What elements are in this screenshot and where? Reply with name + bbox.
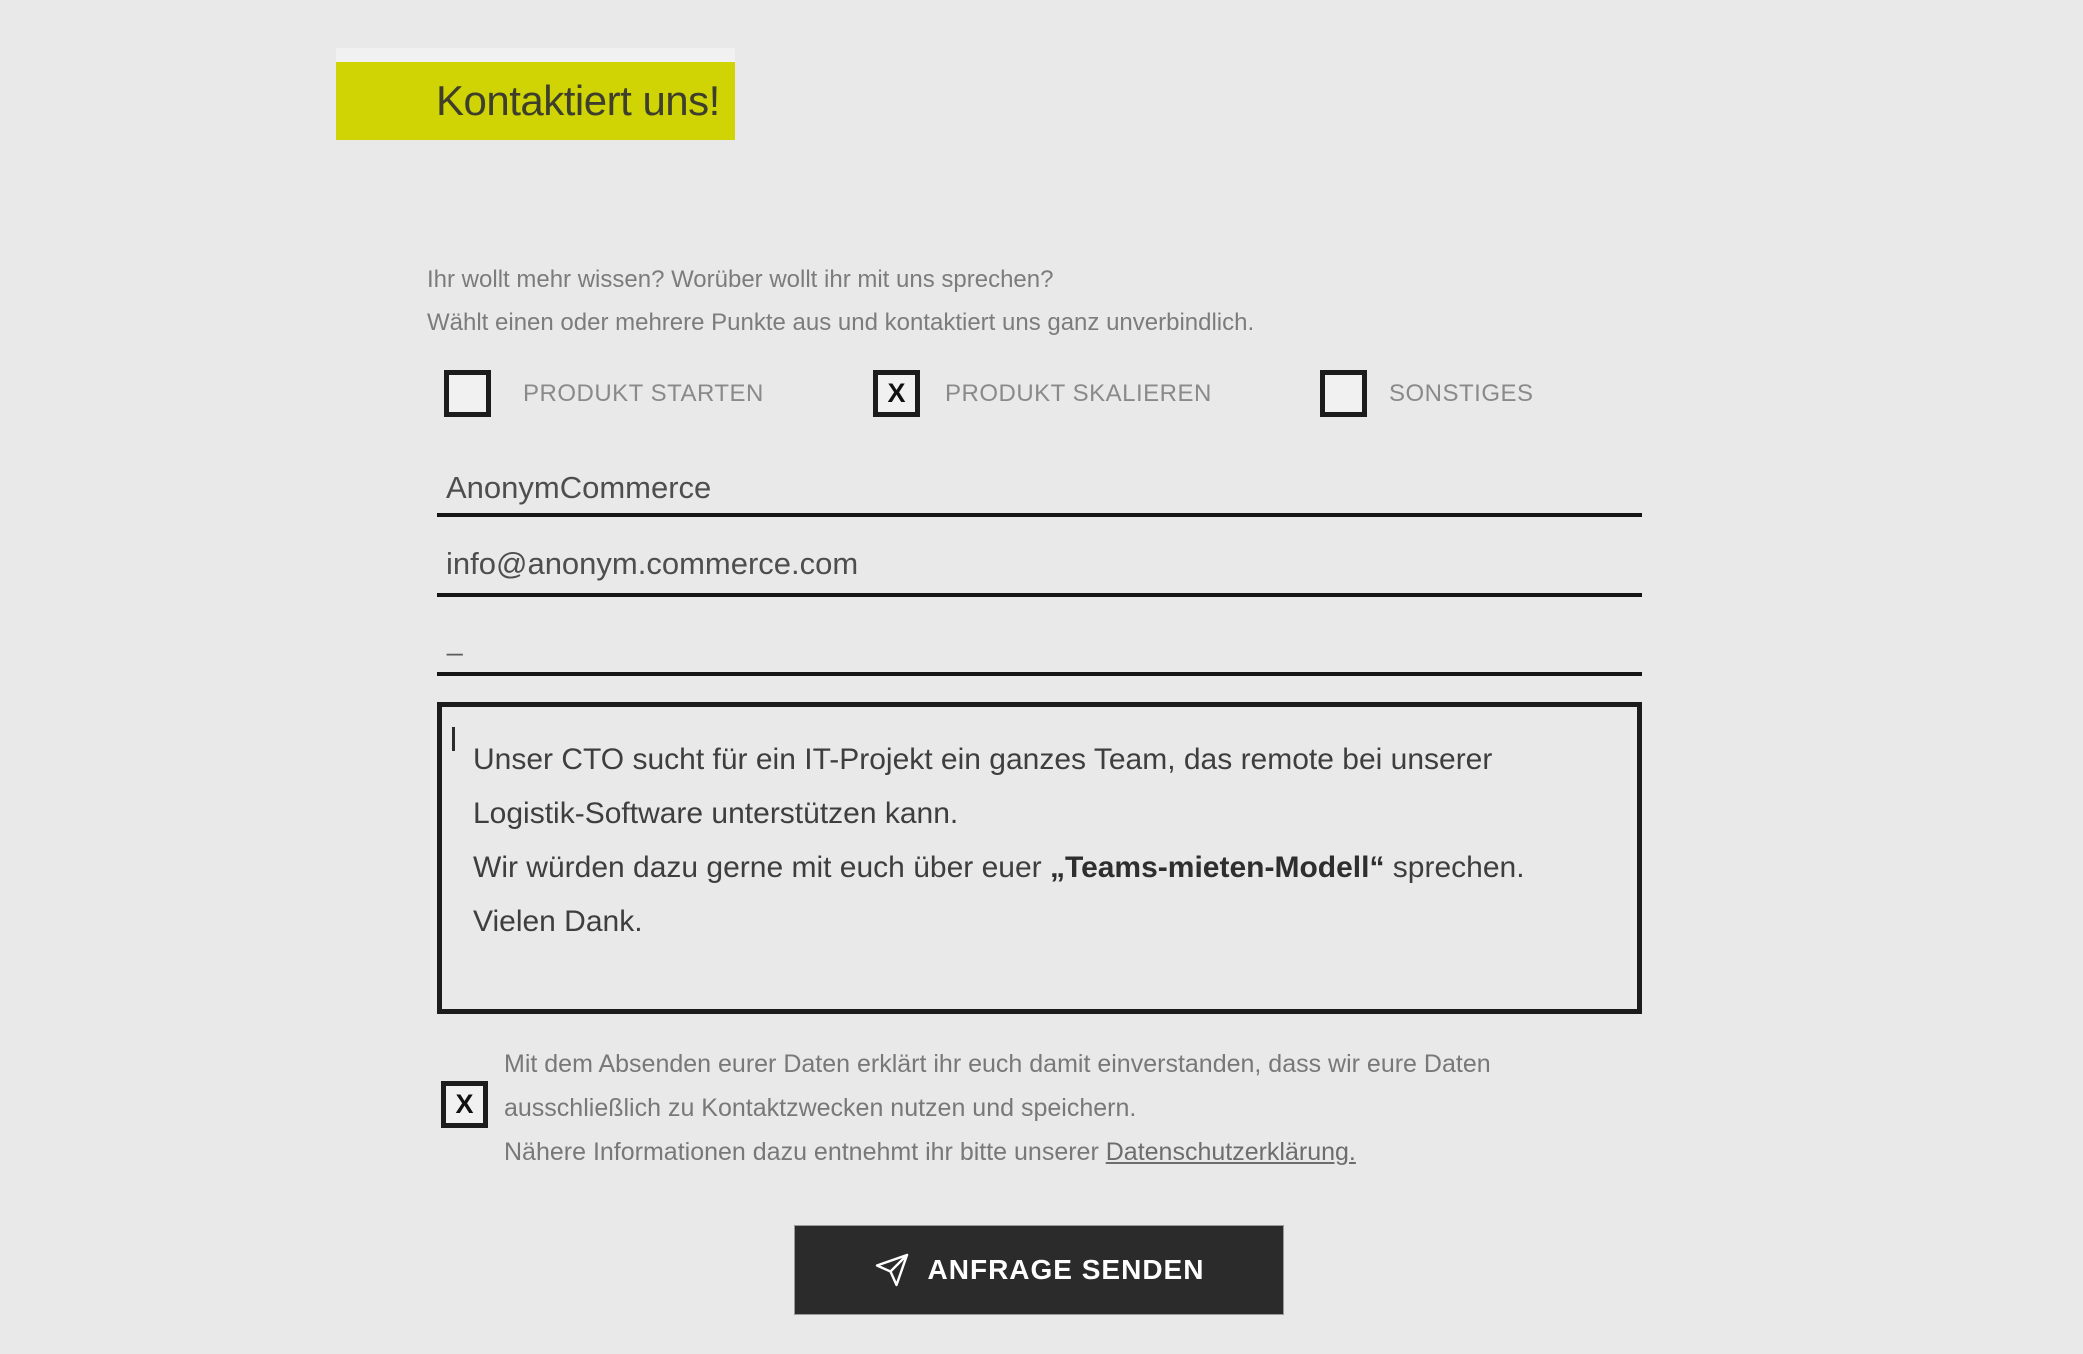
label-produkt-skalieren: PRODUKT SKALIEREN [945,379,1212,407]
privacy-policy-link[interactable]: Datenschutzerklärung. [1105,1138,1356,1166]
x-mark-icon: X [455,1089,474,1119]
submit-button[interactable] [794,1225,1284,1315]
intro-text [427,258,1254,344]
phone-input[interactable]: _ [447,625,463,656]
label-sonstiges: SONSTIGES [1389,379,1534,407]
message-line-4: Vielen Dank. [473,905,643,938]
checkbox-sonstiges[interactable] [1320,370,1367,417]
consent-line-2: ausschließlich zu Kontaktzwecken nutzen und speichern. [504,1094,1137,1122]
checkbox-produkt-starten[interactable] [444,370,491,417]
message-line-3: Wir würden dazu gerne mit euch über euer „Teams-mieten-Modell“ sprechen. [473,851,1525,884]
header-top-strip [336,48,735,62]
consent-text [504,1042,1491,1174]
paper-plane-icon [874,1252,910,1288]
consent-checkbox[interactable] [441,1081,488,1128]
consent-line-3: Nähere Informationen dazu entnehmt ihr bitte unserer Datenschutzerklärung. [504,1138,1356,1166]
email-input[interactable]: info@anonym.commerce.com [446,546,859,581]
checkbox-produkt-skalieren[interactable] [873,370,920,417]
submit-button-label: ANFRAGE SENDEN [927,1254,1205,1285]
message-line-2: Logistik-Software unterstützen kann. [473,797,959,830]
x-mark-icon: X [887,378,906,408]
page-title: Kontaktiert uns! [436,77,720,124]
phone-input-underline [437,672,1642,676]
text-cursor [452,727,455,751]
label-produkt-starten: PRODUKT STARTEN [523,379,764,407]
name-input[interactable]: AnonymCommerce [446,470,712,505]
message-line-1: Unser CTO sucht für ein IT-Projekt ein ganzes Team, das remote bei unserer [473,743,1493,776]
consent-line-1: Mit dem Absenden eurer Daten erklärt ihr euch damit einverstanden, dass wir eure Daten [504,1050,1491,1078]
message-text [473,733,1525,949]
intro-line-1: Ihr wollt mehr wissen? Worüber wollt ihr mit uns sprechen? [427,266,1054,293]
email-input-underline [437,593,1642,597]
message-bold-phrase: „Teams-mieten-Modell“ [1049,851,1385,884]
header-banner [336,62,735,140]
intro-line-2: Wählt einen oder mehrere Punkte aus und kontaktiert uns ganz unverbindlich. [427,309,1255,336]
name-input-underline [437,513,1642,517]
